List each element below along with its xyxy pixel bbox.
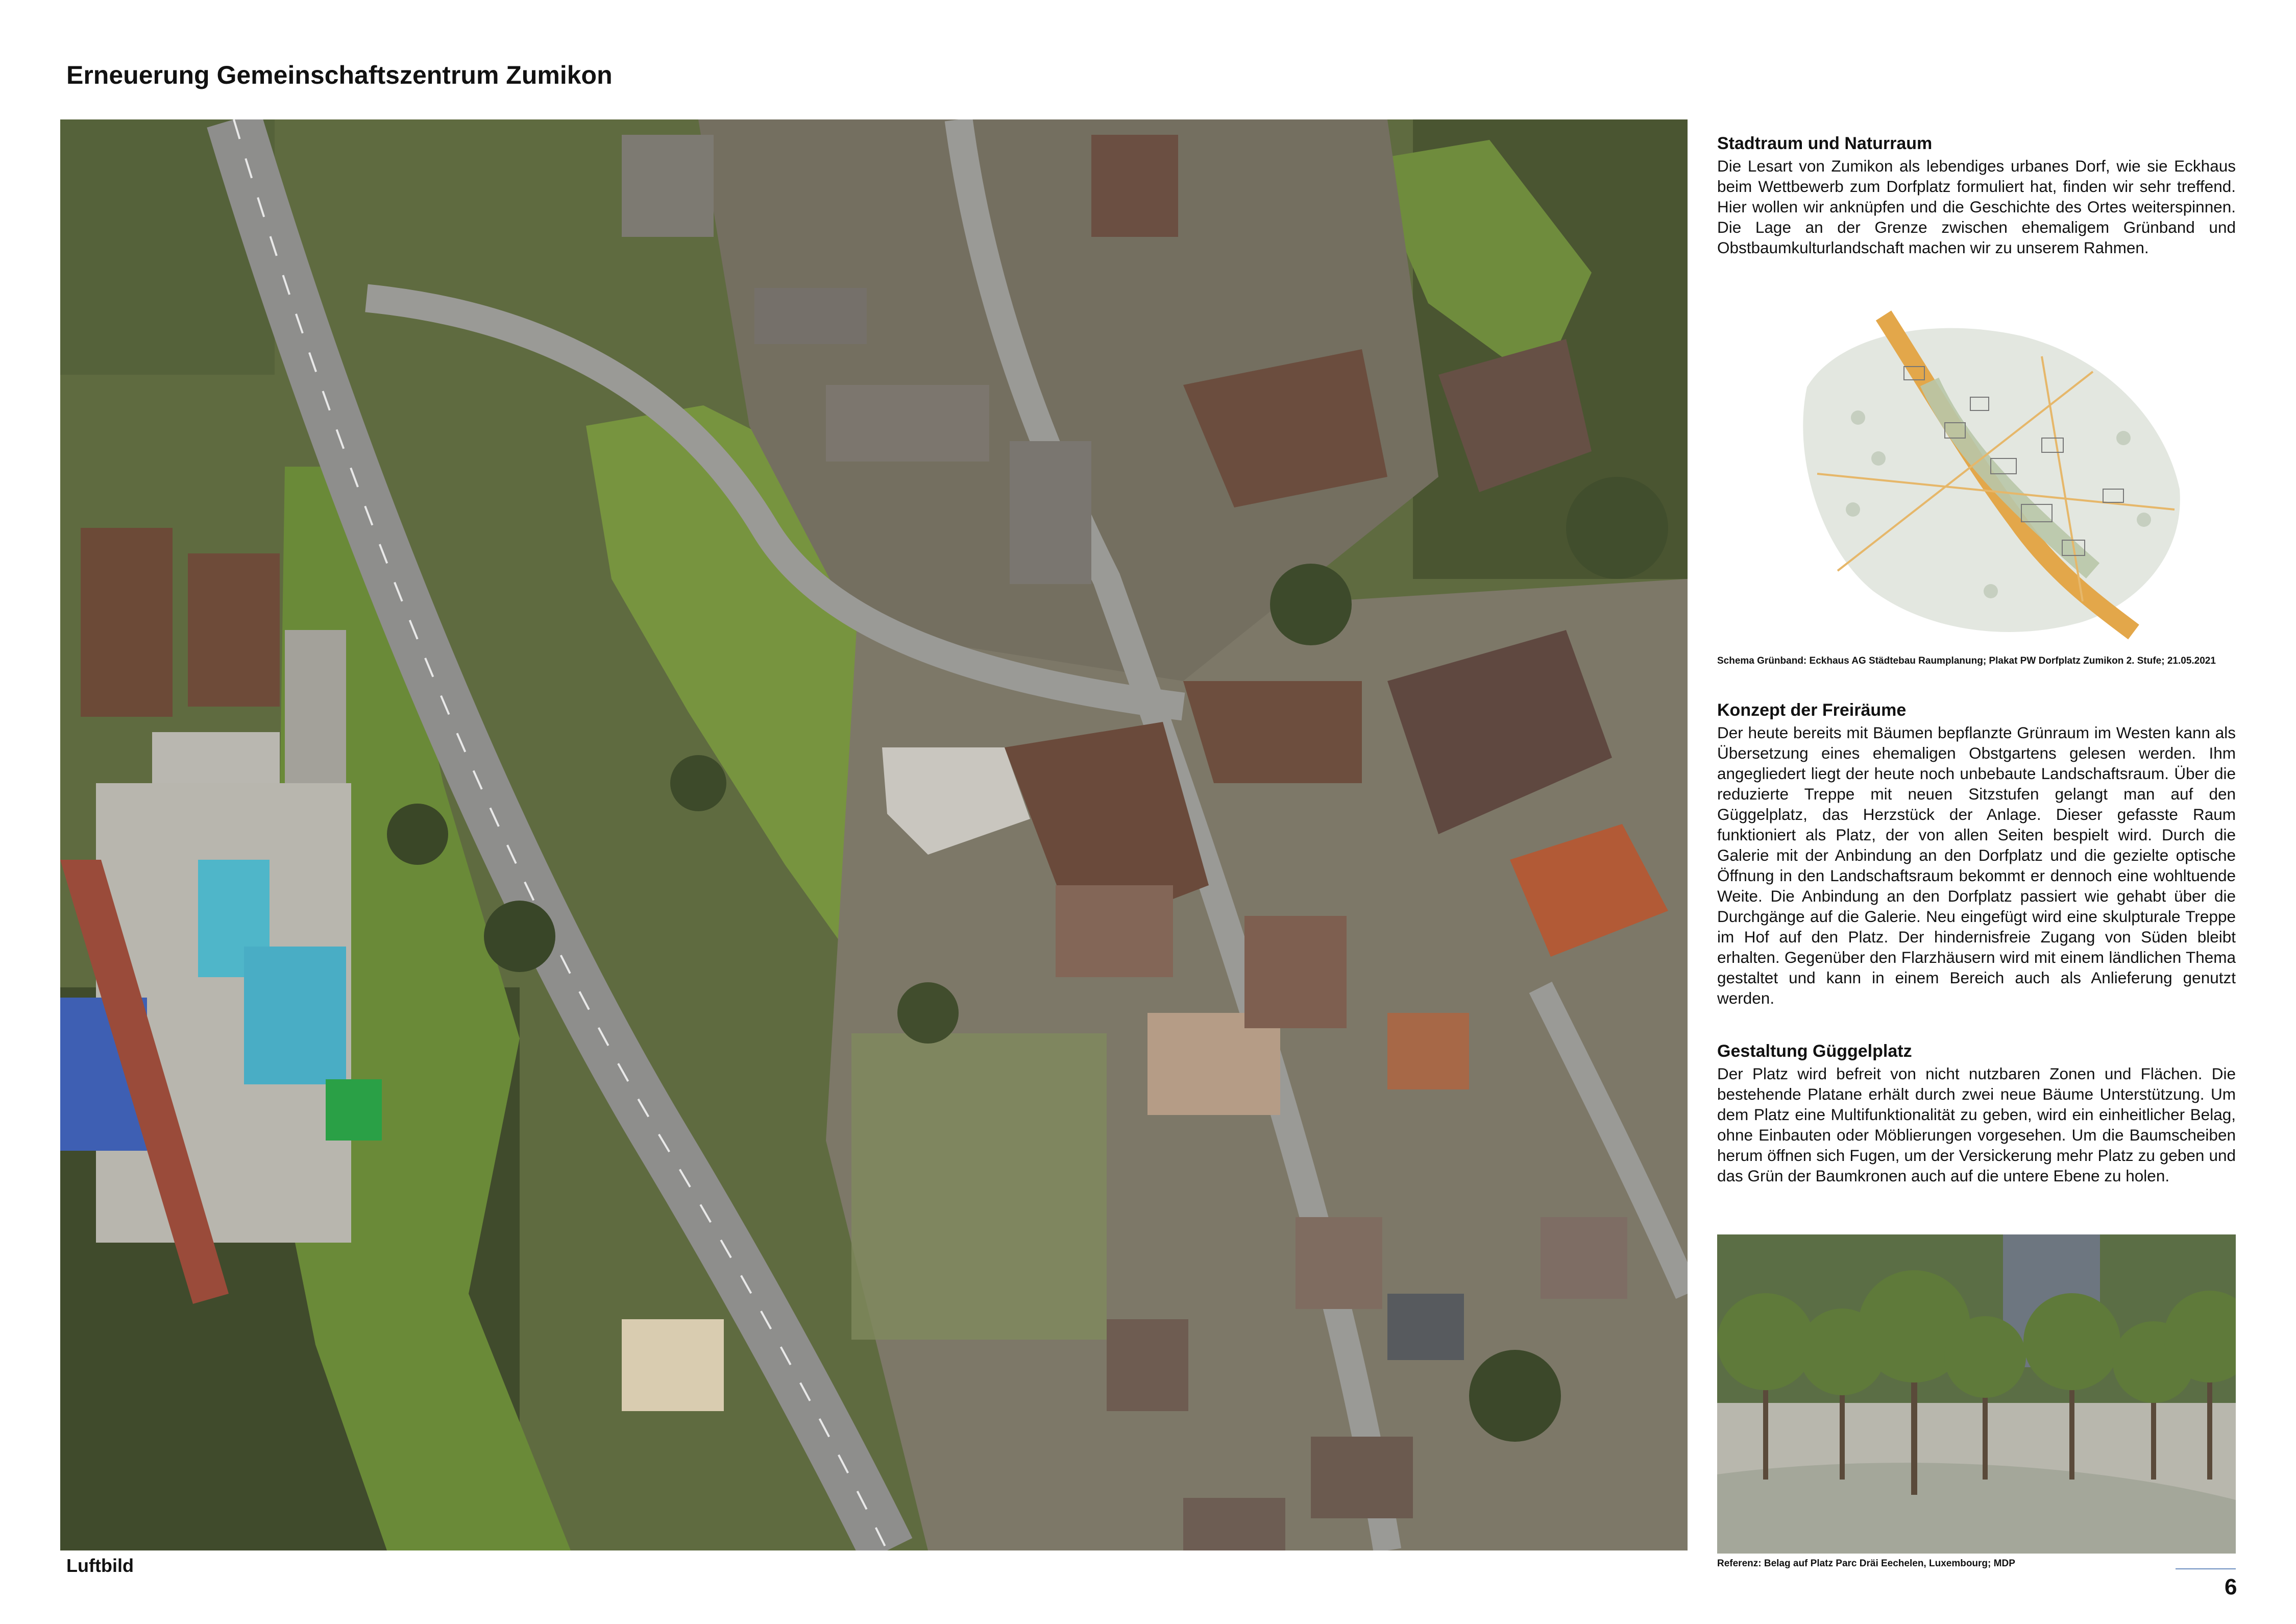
section-heading: Gestaltung Güggelplatz: [1717, 1041, 1912, 1061]
scheme-diagram: [1776, 305, 2190, 648]
scheme-caption: Schema Grünband: Eckhaus AG Städtebau Raumplanung; Plakat PW Dorfplatz Zumikon 2. Stufe; 21.05.2021: [1717, 656, 2216, 666]
section-gueggelplatz: [1717, 1041, 2236, 1186]
section-heading: Stadtraum und Naturraum: [1717, 134, 1933, 153]
reference-caption: Referenz: Belag auf Platz Parc Dräi Eechelen, Luxembourg; MDP: [1717, 1558, 2015, 1569]
section-text: Der heute bereits mit Bäumen bepflanzte Grünraum im Westen kann als Übersetzung eines ehemaligen Obstgartens gelesen werden. Ihm angegliedert liegt der heute noch unbebaute Landschaftsraum. Über die reduzierte Treppe mit neuen Sitzstufen gelangt man auf den Güggelplatz, das Herzstück der Anlage. Dieser gefasste Raum funktioniert als Platz, der von allen Seiten bespielt wird. Durch die Galerie mit der Anbindung an den Dorfplatz und die gezielte optische Öffnung in den Landschaftsraum bekommt er dennoch eine wohltuende Weite. Die Anbindung an den Dorfplatz passiert wie gehabt über die Durchgänge auf die Galerie. Neu eingefügt wird eine skulpturale Treppe im Hof auf den Platz. Der hindernisfreie Zugang von Süden bleibt erhalten. Gegenüber den Flarzhäusern wird mit einem ländlichen Thema gestaltet und kann in einem Bereich auch als Anlieferung genutzt werden.: [1717, 723, 2236, 1007]
section-stadtraum: [1717, 134, 2236, 258]
section-freiraeume: [1717, 700, 2236, 1008]
page-number-rule: [2176, 1568, 2236, 1569]
section-text: Der Platz wird befreit von nicht nutzbaren Zonen und Flächen. Die bestehende Platane erhält durch zwei neue Bäume Unterstützung. Um dem Platz eine Multifunktionalität zu geben, wird ein einheitlicher Belag, ohne Einbauten oder Möblierungen vorgesehen. Um die Baumscheiben herum öffnen sich Fugen, um der Versickerung mehr Platz zu geben und das Grün der Baumkronen auch auf die untere Ebene zu holen.: [1717, 1064, 2236, 1185]
reference-caption-block: [1717, 1557, 2236, 1570]
page-number: 6: [2225, 1574, 2237, 1599]
aerial-photo: [60, 119, 1688, 1550]
section-heading: Konzept der Freiräume: [1717, 700, 1907, 720]
page-title: Erneuerung Gemeinschaftszentrum Zumikon: [66, 61, 613, 89]
reference-photo: [1717, 1234, 2236, 1554]
scheme-caption-block: [1717, 655, 2236, 667]
section-text: Die Lesart von Zumikon als lebendiges urbanes Dorf, wie sie Eckhaus beim Wettbewerb zum Dorfplatz formuliert hat, finden wir sehr treffend. Hier wollen wir anknüpfen und die Geschichte des Ortes weiterspinnen. Die Lage an der Grenze zwischen ehemaligem Grünband und Obstbaumkulturlandschaft machen wir zu unserem Rahmen.: [1717, 157, 2236, 257]
aerial-caption: Luftbild: [66, 1555, 134, 1576]
